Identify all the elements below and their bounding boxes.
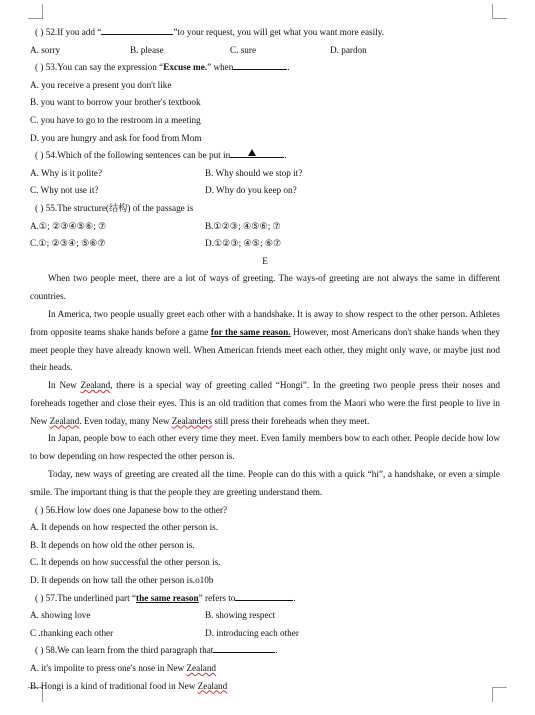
document-content: [30, 24, 500, 695]
option-a: A. you receive a present you don't like: [30, 79, 172, 90]
option-b: B. It depends on how old the other person is.: [30, 539, 195, 550]
option-d: D. you are hungry and ask for food from Mom: [30, 132, 202, 143]
answer-blank: [233, 60, 287, 70]
underlined-phrase: the same reason: [136, 592, 199, 603]
question-55-options-row2: [30, 235, 500, 253]
question-53-stem: ( ) 53.You can say the expression “Excuse me.” when .: [35, 62, 290, 73]
answer-blank: [101, 25, 173, 35]
option-a: A. it's impolite to press one's nose in New Zealand: [30, 663, 217, 674]
question-58-stem: ( ) 58.We can learn from the third paragraph that .: [35, 645, 278, 656]
option-b: B. you want to borrow your brother's textbook: [30, 97, 201, 108]
option-a: A. It depends on how respected the other person is.: [30, 522, 219, 533]
option-b: B. please: [130, 44, 164, 55]
option-c: C .thanking each other: [30, 627, 114, 638]
expression-phrase: Excuse me.: [163, 62, 208, 73]
question-56-stem: ( ) 56.How low does one Japanese bow to the other?: [35, 504, 228, 515]
passage-paragraph-2: In America, two people usually greet each other with a handshake. It is away to show respect to the other person. Athletes from opposite teams shake hands before a game for the same reason. However, most Americans don't shake hands when they meet people they have already known well. When American friends meet each other, they might only wave, or maybe just nod their heads.: [30, 308, 500, 373]
option-b: B. showing respect: [205, 610, 276, 621]
answer-blank: [230, 148, 284, 158]
question-55-stem: ( ) 55.The structure(结构) of the passage is: [35, 202, 194, 213]
option-c: C. Why not use it?: [30, 185, 99, 196]
option-c: C. It depends on how successful the other person is.: [30, 557, 221, 568]
answer-blank: [213, 643, 275, 653]
option-d: D. It depends on how tall the other person is.o10b: [30, 575, 214, 586]
question-57-stem: ( ) 57.The underlined part “the same reason” refers to .: [35, 592, 296, 603]
passage-paragraph-1: When two people meet, there are a lot of ways of greeting. The ways-of greeting are not always the same in different countries.: [30, 273, 500, 302]
option-d: D. pardon: [330, 44, 367, 55]
option-b: B. Hongi is a kind of traditional food in New Zealand: [30, 680, 228, 691]
question-52-options: [30, 42, 500, 60]
option-c: C. you have to go to the restroom in a meeting: [30, 114, 201, 125]
option-c: C.①; ②③④; ⑤⑥⑦: [30, 238, 106, 249]
corner-mark-top-left: [28, 4, 43, 19]
option-a: A.①; ②③④⑤⑥; ⑦: [30, 220, 107, 231]
underlined-phrase: for the same reason.: [210, 326, 291, 337]
option-a: A. sorry: [30, 44, 61, 55]
question-55-options-row1: [30, 218, 500, 236]
section-heading: E: [262, 255, 268, 266]
question-54-options-row1: [30, 165, 500, 183]
passage-paragraph-3: In New Zealand, there is a special way of greeting called “Hongi”. In the greeting two people press their noses and foreheads together and close their eyes. This is an old tradition that comes from the Maori who were the first people to live in New Zealand. Even today, many New Zealanders still press their foreheads when they meet.: [30, 380, 500, 426]
option-d: D.①②③; ④⑤; ⑥⑦: [205, 238, 282, 249]
option-a: A. showing love: [30, 610, 91, 621]
passage-paragraph-5: Today, new ways of greeting are created all the time. People can do this with a quick “hi”, a handshake, or even a simple smile. The important thing is that the people they are greeting understand them.: [30, 469, 500, 497]
option-a: A. Why is it polite?: [30, 167, 103, 178]
triangle-marker-icon: [248, 149, 256, 156]
question-57-options-row2: [30, 625, 500, 643]
option-c: C. sure: [230, 44, 257, 55]
option-d: D. Why do you keep on?: [205, 185, 297, 196]
question-54-stem: ( ) 54.Which of the following sentences can be put in .: [35, 150, 287, 161]
passage-paragraph-4: In Japan, people bow to each other every time they meet. Even family members bow to each other. People decide how low to bow depending on how respected the other person is.: [30, 433, 500, 462]
corner-mark-top-right: [492, 4, 507, 19]
option-d: D. introducing each other: [205, 627, 299, 638]
question-57-options-row1: [30, 607, 500, 625]
answer-blank: [235, 591, 293, 601]
question-52-stem: ( ) 52.If you add “ ”to your request, you will get what you want more easily.: [35, 27, 385, 37]
option-b: B.①②③; ④⑤⑥; ⑦: [205, 220, 281, 231]
question-54-options-row2: [30, 182, 500, 200]
option-b: B. Why should we stop it?: [205, 167, 303, 178]
